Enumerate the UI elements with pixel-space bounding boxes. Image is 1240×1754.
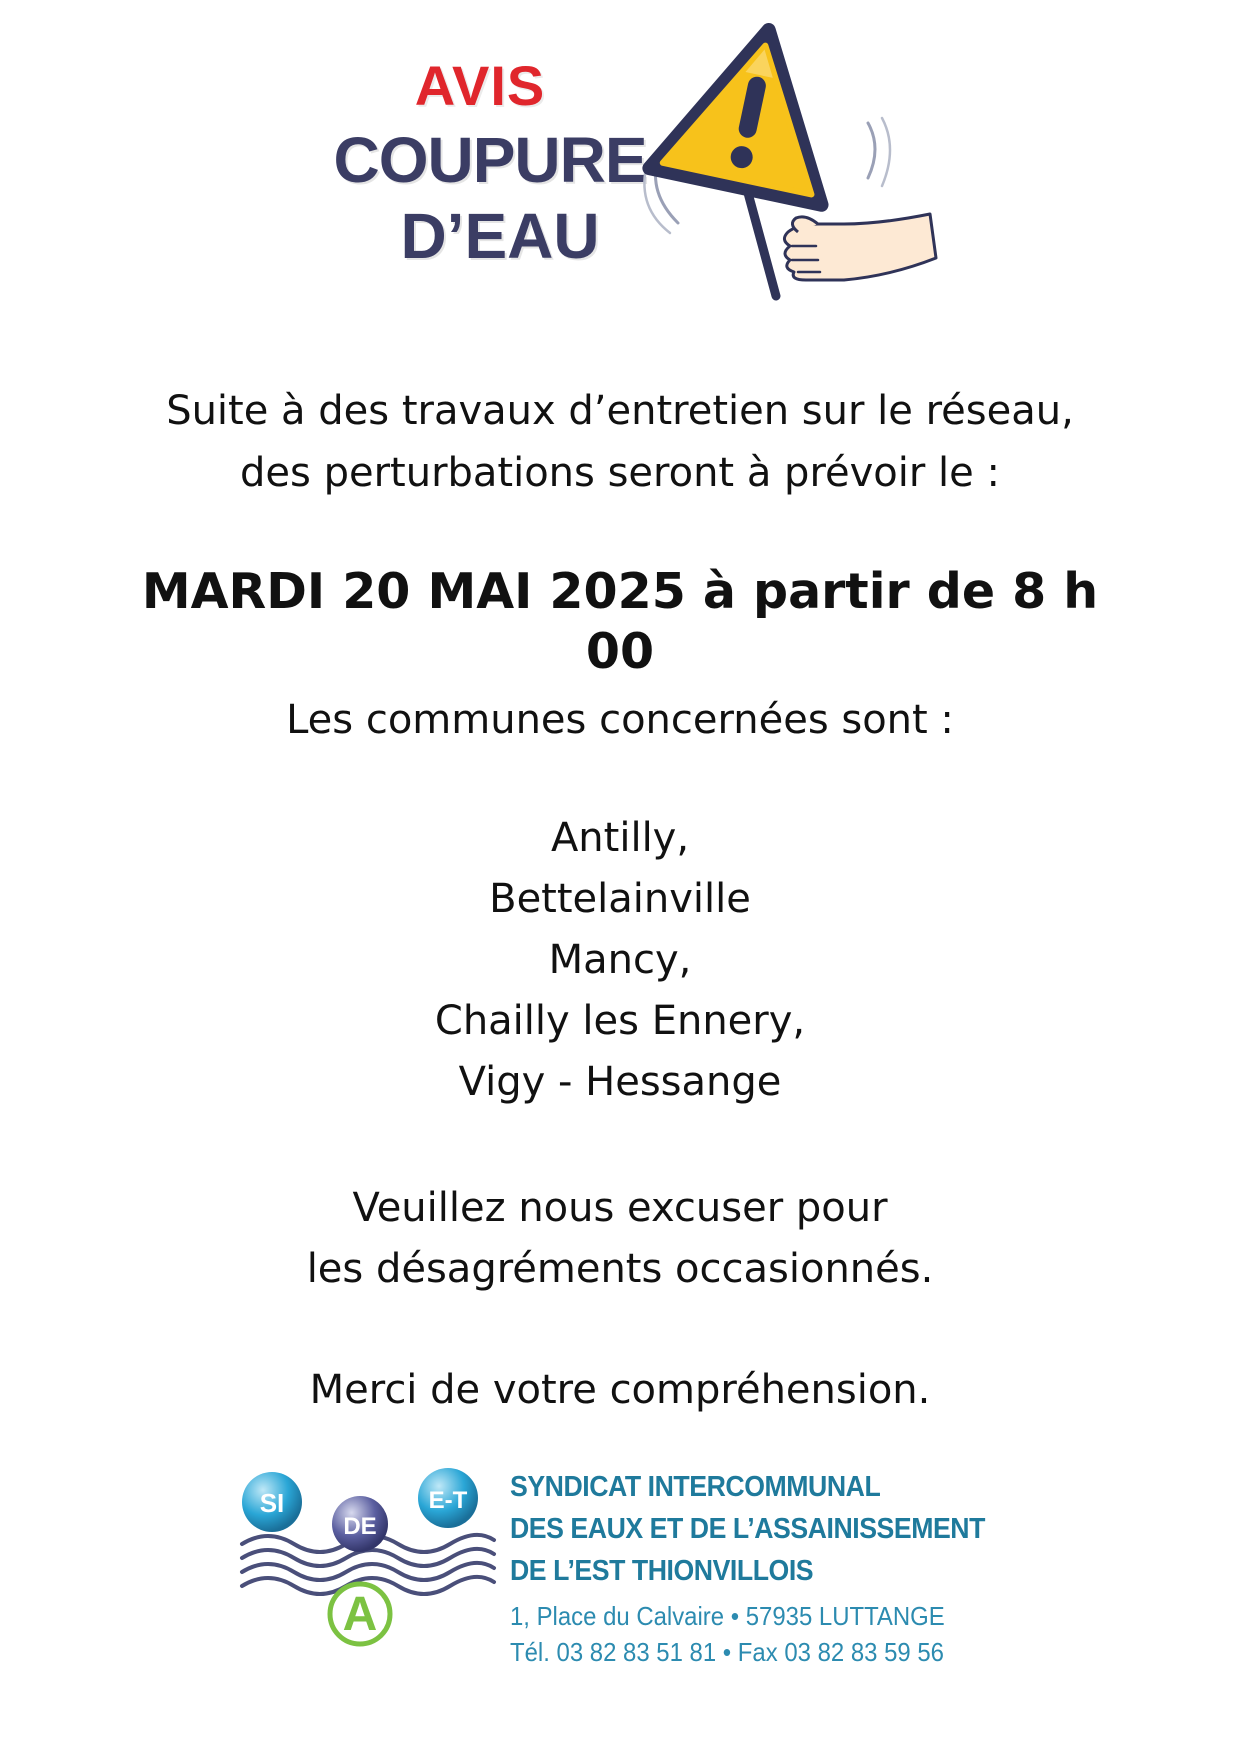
organization-name-line: DE L’EST THIONVILLOIS	[510, 1555, 814, 1587]
communes-list	[100, 808, 1140, 1113]
sideat-logo-icon	[238, 1452, 498, 1662]
banner-deau: D’EAU	[400, 200, 600, 272]
list-item: Vigy - Hessange	[458, 1059, 782, 1105]
outage-date: MARDI 20 MAI 2025 à partir de 8 h 00	[141, 563, 1099, 680]
list-item: Mancy,	[548, 937, 692, 983]
list-item: Antilly,	[550, 815, 690, 861]
intro-line: des perturbations seront à prévoir le :	[240, 450, 1000, 496]
organization-address: 1, Place du Calvaire • 57935 LUTTANGE	[510, 1601, 945, 1631]
apology-line: Veuillez nous excuser pour	[352, 1185, 888, 1231]
organization-contact: Tél. 03 82 83 51 81 • Fax 03 82 83 59 56	[510, 1637, 944, 1667]
communes-heading: Les communes concernées sont :	[286, 697, 954, 743]
intro-paragraph	[100, 380, 1140, 504]
thanks-line: Merci de votre compréhension.	[309, 1367, 931, 1413]
footer-organization	[238, 1452, 1018, 1667]
apology-line: les désagréments occasionnés.	[306, 1246, 934, 1292]
intro-line: Suite à des travaux d’entretien sur le réseau,	[166, 388, 1074, 434]
organization-name-line: SYNDICAT INTERCOMMUNAL	[510, 1471, 881, 1503]
logo-label: A	[342, 1588, 378, 1641]
logo-label: DE	[343, 1513, 377, 1540]
warning-sign-icon	[630, 18, 950, 308]
banner-coupure: COUPURE	[333, 124, 647, 196]
organization-details	[510, 1466, 1020, 1670]
header-banner	[330, 18, 950, 308]
logo-label: SI	[259, 1488, 285, 1518]
logo-label: E-T	[428, 1487, 468, 1514]
organization-name-line: DES EAUX ET DE L’ASSAINISSEMENT	[510, 1513, 985, 1545]
banner-avis: AVIS	[414, 54, 546, 117]
banner-title	[330, 54, 650, 272]
apology-paragraph	[100, 1178, 1140, 1300]
list-item: Chailly les Ennery,	[434, 998, 806, 1044]
list-item: Bettelainville	[489, 876, 751, 922]
